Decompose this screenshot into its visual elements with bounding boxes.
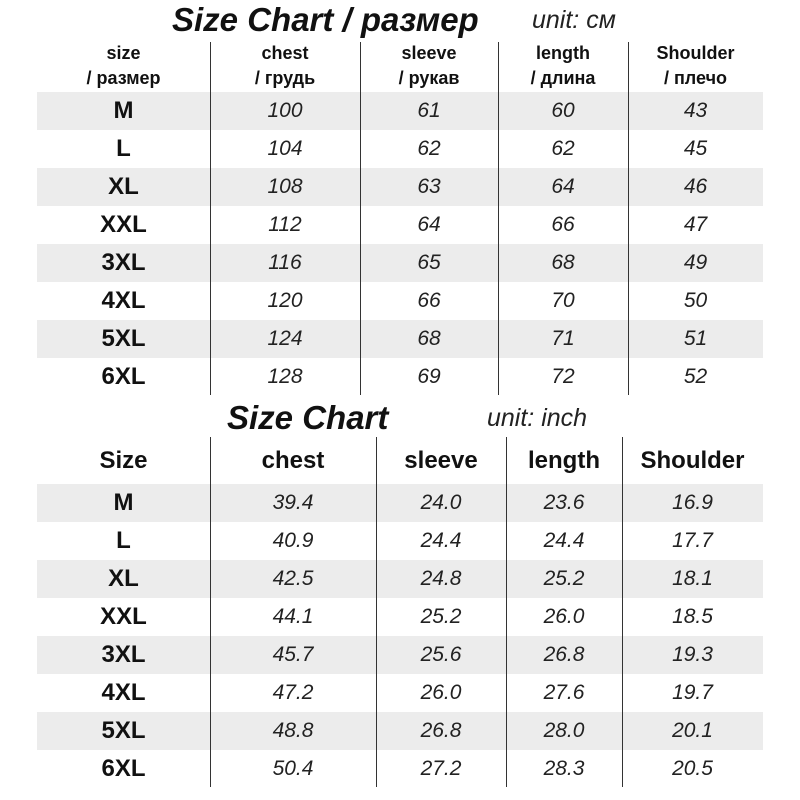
cm-cell-chest: 100 (267, 99, 303, 122)
inch-cell-sleeve: 27.2 (420, 757, 462, 780)
inch-cell-shoulder: 18.5 (672, 605, 713, 628)
cm-cell-sleeve: 62 (417, 137, 441, 160)
cm-cell-sleeve: 66 (417, 289, 441, 312)
inch-cell-shoulder: 18.1 (672, 567, 713, 590)
inch-cell-length: 28.3 (543, 757, 585, 780)
cm-cell-size: 4XL (101, 287, 146, 314)
cm-table-row (0, 320, 800, 358)
inch-cell-shoulder: 19.7 (672, 681, 713, 704)
inch-chart-unit: unit: inch (487, 404, 588, 432)
cm-cell-shoulder: 50 (683, 289, 708, 312)
cm-cell-shoulder: 47 (683, 213, 708, 236)
cm-cell-shoulder: 45 (683, 137, 708, 160)
cm-cell-length: 70 (551, 289, 575, 312)
cm-table-row (0, 206, 800, 244)
inch-table-header (0, 437, 800, 484)
inch-header-length: length (528, 446, 600, 474)
inch-cell-chest: 39.4 (272, 491, 314, 514)
inch-table-row (0, 712, 800, 750)
cm-table-header (0, 40, 800, 92)
cm-cell-size: 6XL (101, 363, 146, 390)
inch-cell-sleeve: 26.0 (420, 681, 462, 704)
cm-cell-length: 62 (551, 137, 575, 160)
inch-cell-size: M (113, 489, 134, 516)
cm-cell-length: 60 (551, 99, 575, 122)
inch-column-divider (506, 437, 507, 787)
cm-header-length: length / длина (530, 43, 596, 88)
inch-cell-sleeve: 25.2 (420, 605, 462, 628)
inch-cell-size: XL (108, 565, 139, 592)
inch-chart-title-row (0, 398, 800, 438)
inch-table-row (0, 674, 800, 712)
cm-cell-length: 66 (551, 213, 575, 236)
inch-header-size: Size (99, 446, 148, 474)
cm-table-row (0, 358, 800, 396)
cm-cell-sleeve: 69 (417, 365, 441, 388)
cm-cell-size: 3XL (101, 249, 146, 276)
cm-cell-size: L (116, 135, 131, 162)
cm-cell-chest: 120 (267, 289, 303, 312)
inch-cell-sleeve: 24.8 (420, 567, 462, 590)
inch-cell-shoulder: 20.1 (672, 719, 713, 742)
cm-table-row (0, 168, 800, 206)
inch-cell-chest: 50.4 (272, 757, 314, 780)
cm-cell-chest: 108 (267, 175, 303, 198)
inch-column-divider (622, 437, 623, 787)
cm-cell-length: 71 (551, 327, 575, 350)
inch-cell-length: 27.6 (543, 681, 585, 704)
inch-cell-length: 25.2 (543, 567, 585, 590)
inch-header-chest: chest (261, 446, 325, 474)
inch-cell-sleeve: 26.8 (420, 719, 462, 742)
cm-cell-sleeve: 68 (417, 327, 441, 350)
cm-cell-sleeve: 61 (417, 99, 441, 122)
inch-column-divider (376, 437, 377, 787)
cm-chart-title: Size Chart / размер (172, 1, 479, 38)
inch-cell-chest: 42.5 (272, 567, 314, 590)
inch-cell-length: 26.0 (543, 605, 585, 628)
cm-header-shoulder: Shoulder / плечо (656, 43, 735, 88)
inch-cell-size: L (116, 527, 131, 554)
cm-column-divider (210, 42, 211, 395)
inch-cell-shoulder: 17.7 (672, 529, 713, 552)
cm-cell-shoulder: 51 (683, 327, 708, 350)
inch-chart-title: Size Chart (227, 399, 389, 436)
cm-cell-size: M (113, 97, 134, 124)
cm-cell-shoulder: 46 (683, 175, 708, 198)
cm-cell-length: 64 (551, 175, 575, 198)
inch-cell-size: 5XL (101, 717, 146, 744)
inch-cell-length: 23.6 (543, 491, 585, 514)
inch-column-divider (210, 437, 211, 787)
cm-chart-unit: unit: см (532, 6, 616, 34)
inch-table-row (0, 636, 800, 674)
cm-table-row (0, 92, 800, 130)
inch-cell-chest: 44.1 (272, 605, 314, 628)
cm-header-size: size / размер (86, 43, 161, 88)
inch-header-sleeve: sleeve (404, 446, 478, 474)
cm-header-sleeve: sleeve / рукав (398, 43, 460, 88)
inch-table-row (0, 560, 800, 598)
inch-cell-chest: 45.7 (272, 643, 314, 666)
cm-column-divider (360, 42, 361, 395)
cm-size-table (0, 40, 800, 395)
cm-cell-sleeve: 64 (417, 213, 441, 236)
inch-table-row (0, 598, 800, 636)
cm-header-chest: chest / грудь (254, 43, 316, 88)
inch-cell-size: 3XL (101, 641, 146, 668)
cm-chart-title-row (0, 0, 800, 40)
inch-cell-size: 6XL (101, 755, 146, 782)
inch-cell-chest: 47.2 (272, 681, 314, 704)
cm-cell-shoulder: 43 (683, 99, 708, 122)
inch-cell-size: XXL (100, 603, 147, 630)
inch-cell-shoulder: 16.9 (672, 491, 713, 514)
inch-cell-chest: 48.8 (272, 719, 314, 742)
cm-cell-chest: 124 (267, 327, 303, 350)
cm-column-divider (498, 42, 499, 395)
cm-column-divider (628, 42, 629, 395)
cm-cell-sleeve: 65 (417, 251, 441, 274)
cm-cell-shoulder: 52 (683, 365, 708, 388)
inch-cell-length: 26.8 (543, 643, 585, 666)
inch-table-row (0, 522, 800, 560)
inch-cell-size: 4XL (101, 679, 146, 706)
inch-cell-chest: 40.9 (272, 529, 314, 552)
inch-header-shoulder: Shoulder (640, 446, 745, 474)
inch-cell-shoulder: 19.3 (672, 643, 713, 666)
inch-cell-sleeve: 24.4 (420, 529, 462, 552)
inch-cell-shoulder: 20.5 (672, 757, 713, 780)
inch-cell-sleeve: 24.0 (420, 491, 462, 514)
cm-cell-length: 68 (551, 251, 575, 274)
cm-table-row (0, 244, 800, 282)
cm-cell-chest: 128 (267, 365, 303, 388)
cm-cell-chest: 112 (268, 213, 302, 236)
inch-cell-length: 24.4 (543, 529, 585, 552)
inch-cell-length: 28.0 (543, 719, 585, 742)
inch-table-row (0, 750, 800, 788)
inch-cell-sleeve: 25.6 (420, 643, 462, 666)
cm-cell-length: 72 (551, 365, 575, 388)
inch-size-table (0, 437, 800, 787)
cm-table-row (0, 130, 800, 168)
cm-cell-size: 5XL (101, 325, 146, 352)
cm-table-row (0, 282, 800, 320)
cm-cell-size: XL (108, 173, 139, 200)
cm-cell-size: XXL (100, 211, 147, 238)
cm-cell-chest: 116 (268, 251, 302, 274)
cm-cell-shoulder: 49 (683, 251, 708, 274)
cm-cell-chest: 104 (267, 137, 303, 160)
cm-cell-sleeve: 63 (417, 175, 441, 198)
inch-table-row (0, 484, 800, 522)
